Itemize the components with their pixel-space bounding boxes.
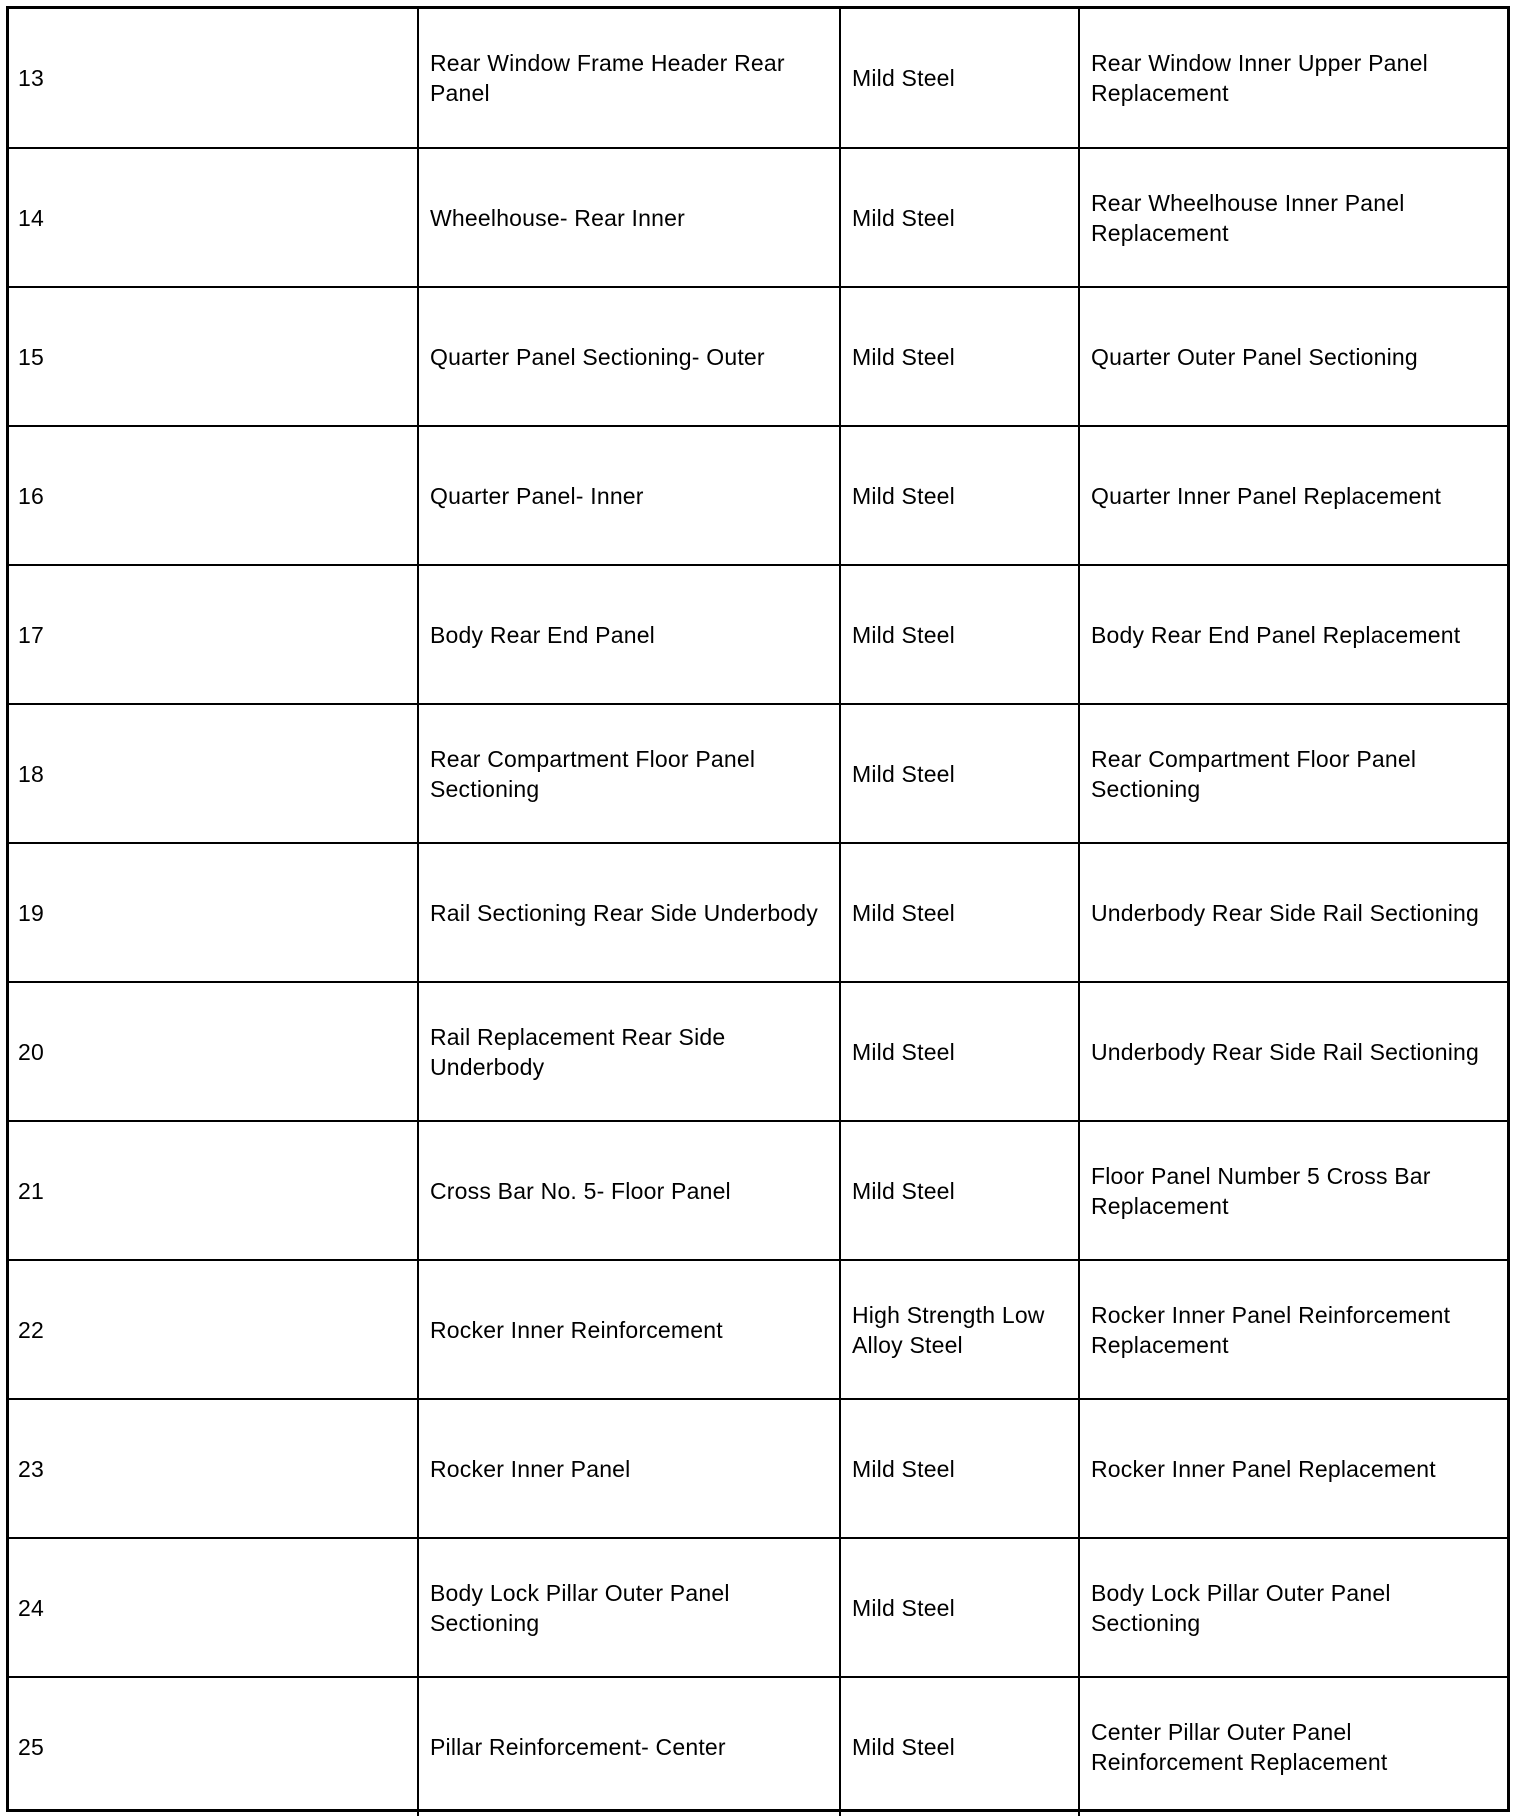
item-number-cell: 13	[9, 9, 418, 148]
material-cell: Mild Steel	[840, 704, 1079, 843]
item-number-cell: 21	[9, 1121, 418, 1260]
parts-table-frame	[6, 6, 1510, 1812]
material-cell: High Strength Low Alloy Steel	[840, 1260, 1079, 1399]
material-cell: Mild Steel	[840, 426, 1079, 565]
table-row	[9, 1677, 1507, 1816]
table-row	[9, 426, 1507, 565]
part-name-cell: Rocker Inner Reinforcement	[418, 1260, 840, 1399]
material-cell: Mild Steel	[840, 565, 1079, 704]
material-cell: Mild Steel	[840, 1677, 1079, 1816]
item-number-cell: 17	[9, 565, 418, 704]
table-row	[9, 565, 1507, 704]
part-name-cell: Pillar Reinforcement- Center	[418, 1677, 840, 1816]
part-name-cell: Rear Window Frame Header Rear Panel	[418, 9, 840, 148]
procedure-cell: Rear Compartment Floor Panel Sectioning	[1079, 704, 1507, 843]
part-name-cell: Quarter Panel- Inner	[418, 426, 840, 565]
part-name-cell: Rail Sectioning Rear Side Underbody	[418, 843, 840, 982]
table-row	[9, 287, 1507, 426]
part-name-cell: Rear Compartment Floor Panel Sectioning	[418, 704, 840, 843]
item-number-cell: 20	[9, 982, 418, 1121]
procedure-cell: Rear Wheelhouse Inner Panel Replacement	[1079, 148, 1507, 287]
item-number-cell: 18	[9, 704, 418, 843]
procedure-cell: Underbody Rear Side Rail Sectioning	[1079, 843, 1507, 982]
material-cell: Mild Steel	[840, 1399, 1079, 1538]
table-row	[9, 1260, 1507, 1399]
part-name-cell: Rocker Inner Panel	[418, 1399, 840, 1538]
table-row	[9, 843, 1507, 982]
item-number-cell: 14	[9, 148, 418, 287]
procedure-cell: Quarter Inner Panel Replacement	[1079, 426, 1507, 565]
table-row	[9, 1538, 1507, 1677]
procedure-cell: Underbody Rear Side Rail Sectioning	[1079, 982, 1507, 1121]
procedure-cell: Body Lock Pillar Outer Panel Sectioning	[1079, 1538, 1507, 1677]
item-number-cell: 25	[9, 1677, 418, 1816]
item-number-cell: 23	[9, 1399, 418, 1538]
item-number-cell: 24	[9, 1538, 418, 1677]
part-name-cell: Body Rear End Panel	[418, 565, 840, 704]
procedure-cell: Rear Window Inner Upper Panel Replacement	[1079, 9, 1507, 148]
parts-table	[9, 9, 1507, 1816]
material-cell: Mild Steel	[840, 287, 1079, 426]
material-cell: Mild Steel	[840, 1538, 1079, 1677]
procedure-cell: Center Pillar Outer Panel Reinforcement Replacement	[1079, 1677, 1507, 1816]
part-name-cell: Cross Bar No. 5- Floor Panel	[418, 1121, 840, 1260]
table-row	[9, 1399, 1507, 1538]
procedure-cell: Rocker Inner Panel Replacement	[1079, 1399, 1507, 1538]
procedure-cell: Quarter Outer Panel Sectioning	[1079, 287, 1507, 426]
item-number-cell: 19	[9, 843, 418, 982]
material-cell: Mild Steel	[840, 9, 1079, 148]
procedure-cell: Body Rear End Panel Replacement	[1079, 565, 1507, 704]
procedure-cell: Rocker Inner Panel Reinforcement Replacement	[1079, 1260, 1507, 1399]
parts-table-body	[9, 9, 1507, 1816]
part-name-cell: Rail Replacement Rear Side Underbody	[418, 982, 840, 1121]
part-name-cell: Body Lock Pillar Outer Panel Sectioning	[418, 1538, 840, 1677]
material-cell: Mild Steel	[840, 148, 1079, 287]
table-row	[9, 1121, 1507, 1260]
material-cell: Mild Steel	[840, 1121, 1079, 1260]
item-number-cell: 15	[9, 287, 418, 426]
material-cell: Mild Steel	[840, 982, 1079, 1121]
table-row	[9, 982, 1507, 1121]
table-row	[9, 704, 1507, 843]
item-number-cell: 22	[9, 1260, 418, 1399]
procedure-cell: Floor Panel Number 5 Cross Bar Replacement	[1079, 1121, 1507, 1260]
table-row	[9, 148, 1507, 287]
part-name-cell: Wheelhouse- Rear Inner	[418, 148, 840, 287]
part-name-cell: Quarter Panel Sectioning- Outer	[418, 287, 840, 426]
item-number-cell: 16	[9, 426, 418, 565]
material-cell: Mild Steel	[840, 843, 1079, 982]
table-row	[9, 9, 1507, 148]
